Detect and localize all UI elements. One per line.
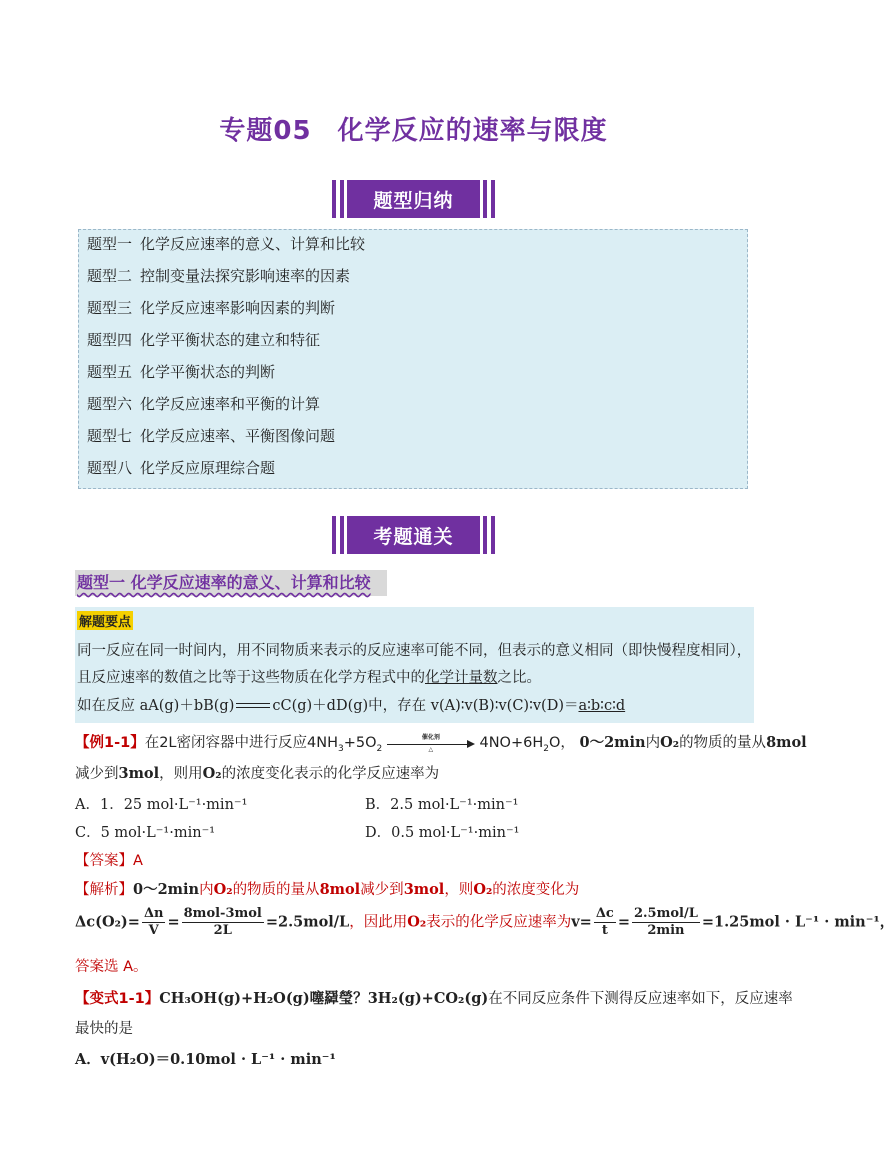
toc-item: 题型八 化学反应原理综合题 bbox=[87, 459, 276, 477]
example-question: 【例1-1】在2L密闭容器中进行反应$4NH_3+5O_2$ 催化剂 △ $4NO+6H_2O$， 0～2min内O₂的物质的量从8mol bbox=[75, 734, 807, 754]
variant-option-a: A．v(H₂O)＝0.10mol · L⁻¹ · min⁻¹ bbox=[75, 1051, 336, 1068]
analysis-line1: 【解析】0～2min内O₂的物质的量从8mol减少到3mol，则O₂的浓度变化为 bbox=[75, 881, 580, 898]
key-points-line3: 如在反应 aA(g)＋bB(g) cC(g)＋dD(g)中，存在 v(A)∶v(B)∶v(C)∶v(D)＝a∶b∶c∶d bbox=[77, 698, 626, 714]
option-b: B．2.5 mol·L⁻¹·min⁻¹ bbox=[365, 797, 519, 813]
reaction-arrow-icon: 催化剂 △ bbox=[387, 736, 475, 750]
variant-question-line2: 最快的是 bbox=[75, 1021, 133, 1037]
toc-item: 题型七 化学反应速率、平衡图像问题 bbox=[87, 427, 336, 445]
banner-question-types: 题型归纳 bbox=[340, 180, 487, 218]
key-points-title: 解题要点 bbox=[77, 611, 133, 630]
key-points-line1: 同一反应在同一时间内，用不同物质来表示的反应速率可能不同，但表示的意义相同（即快慢程度相同）， bbox=[77, 643, 752, 659]
equilibrium-arrow-icon bbox=[236, 701, 270, 711]
toc-box bbox=[78, 229, 748, 489]
toc-item: 题型六 化学反应速率和平衡的计算 bbox=[87, 395, 321, 413]
answer: 【答案】A bbox=[75, 853, 143, 869]
section-heading: 题型一 化学反应速率的意义、计算和比较 bbox=[75, 570, 387, 596]
toc-item: 题型二 控制变量法探究影响速率的因素 bbox=[87, 267, 351, 285]
toc-item: 题型三 化学反应速率影响因素的判断 bbox=[87, 299, 336, 317]
key-points-line2: 且反应速率的数值之比等于这些物质在化学方程式中的化学计量数之比。 bbox=[77, 670, 541, 686]
option-a: A．1．25 mol·L⁻¹·min⁻¹ bbox=[75, 797, 248, 813]
analysis-conclusion: 答案选 A。 bbox=[75, 959, 148, 975]
analysis-calculation: Δc(O₂)= $\frac{\Delta n}{V}$ = $\frac{\text{8mol-3mol}}{2L}$ =2.5mol/L，因此用O₂表示的化学反应速率为v= $\frac{\Delta c}{t}$ = $\frac{\text{2.5mol/L}}{2\min}$ =1.25mol · L⁻¹ · min⁻¹， bbox=[75, 906, 894, 938]
variant-question: 【变式1-1】CH₃OH(g)+H₂O(g)噻羄瑩？3H₂(g)+CO₂(g)在不同反应条件下测得反应速率如下，反应速率 bbox=[75, 990, 793, 1007]
toc-item: 题型五 化学平衡状态的判断 bbox=[87, 363, 276, 381]
option-d: D．0.5 mol·L⁻¹·min⁻¹ bbox=[365, 825, 520, 841]
toc-item: 题型四 化学平衡状态的建立和特征 bbox=[87, 331, 321, 349]
banner-exam-pass: 考题通关 bbox=[340, 516, 487, 554]
page-title: 专题05 化学反应的速率与限度 bbox=[219, 116, 608, 146]
key-points-box bbox=[75, 607, 754, 723]
example-question-line2: 减少到3mol，则用O₂的浓度变化表示的化学反应速率为 bbox=[75, 765, 440, 782]
option-c: C．5 mol·L⁻¹·min⁻¹ bbox=[75, 825, 216, 841]
toc-item: 题型一 化学反应速率的意义、计算和比较 bbox=[87, 235, 366, 253]
